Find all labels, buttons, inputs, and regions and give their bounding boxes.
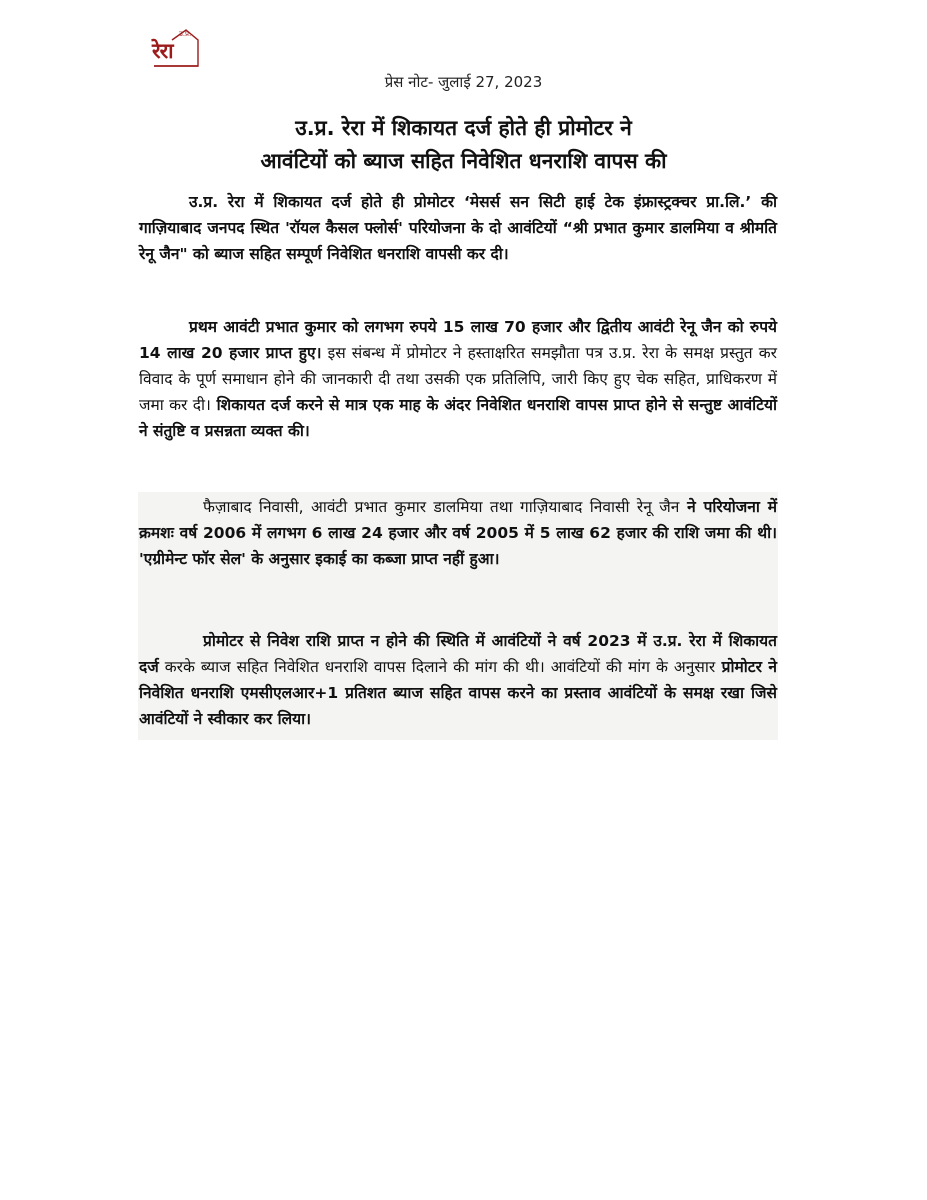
logo-state-label: उ.प्र. [179, 30, 192, 38]
paragraph-4-text: करके ब्याज सहित निवेशित धनराशि वापस दिलाने की मांग की थी। आवंटियों की मांग के अनुसार [158, 658, 716, 676]
paragraph-3 [139, 494, 777, 572]
headline-line-2: आवंटियों को ब्याज सहित निवेशित धनराशि वापस की [260, 149, 667, 173]
paragraph-4-bold-1: प्रोमोटर से निवेश राशि प्राप्त न होने की स्थिति में आवंटियों ने वर्ष 2023 में उ.प्र. रेरा में शिकायत दर्ज [139, 632, 777, 676]
paragraph-3-bold: ने परियोजना में क्रमशः वर्ष 2006 में लगभग 6 लाख 24 हजार और वर्ष 2005 में 5 लाख 62 हजार की राशि जमा की थी। 'एग्रीमेन्ट फॉर सेल' के अनुसार इकाई का कब्जा प्राप्त नहीं हुआ। [139, 498, 777, 568]
paragraph-3-text: फैज़ाबाद निवासी, आवंटी प्रभात कुमार डालमिया तथा गाज़ियाबाद निवासी रेनू जैन [203, 498, 680, 516]
paragraph-4-bold-2: प्रोमोटर ने निवेशित धनराशि एमसीएलआर+1 प्रतिशत ब्याज सहित वापस करने का प्रस्ताव आवंटियों के समक्ष रखा जिसे आवंटियों ने स्वीकार कर लिया। [139, 658, 778, 728]
rera-logo [150, 26, 200, 68]
paragraph-1-bold: उ.प्र. रेरा में शिकायत दर्ज होते ही प्रोमोटर ‘मेसर्स सन सिटी हाई टेक इंफ्रास्ट्रक्चर प्रा.लि.’ की गाज़ियाबाद जनपद स्थित 'रॉयल कैसल फ्लोर्स' परियोजना के दो आवंटियों “श्री प्रभात कुमार डालमिया व श्रीमति रेनू जैन" को ब्याज सहित सम्पूर्ण निवेशित धनराशि वापसी कर दी। [139, 193, 777, 263]
press-note-date: प्रेस नोट- जुलाई 27, 2023 [384, 73, 543, 91]
headline-line-1: उ.प्र. रेरा में शिकायत दर्ज होते ही प्रोमोटर ने [295, 116, 632, 140]
paragraph-2-bold-1: प्रथम आवंटी प्रभात कुमार को लगभग रुपये 15 लाख 70 हजार और द्वितीय आवंटी रेनू जैन को रुपये 14 लाख 20 हजार प्राप्त हुए। [139, 318, 777, 362]
paragraph-2-bold-2: शिकायत दर्ज करने से मात्र एक माह के अंदर निवेशित धनराशि वापस प्राप्त होने से सन्तुष्ट आवंटियों ने संतुष्टि व प्रसन्नता व्यक्त की। [139, 396, 777, 440]
paragraph-2-text: इस संबन्ध में प्रोमोटर ने हस्ताक्षरित समझौता पत्र उ.प्र. रेरा के समक्ष प्रस्तुत कर विवाद के पूर्ण समाधान होने की जानकारी दी तथा उसकी एक प्रतिलिपि, जारी किए हुए चेक सहित, प्राधिकरण में जमा कर दी। [139, 344, 777, 414]
headline [0, 112, 927, 178]
paragraph-4 [139, 628, 777, 732]
paragraph-1 [139, 189, 777, 267]
paragraph-2 [139, 314, 777, 444]
logo-text: रेरा [152, 38, 173, 63]
